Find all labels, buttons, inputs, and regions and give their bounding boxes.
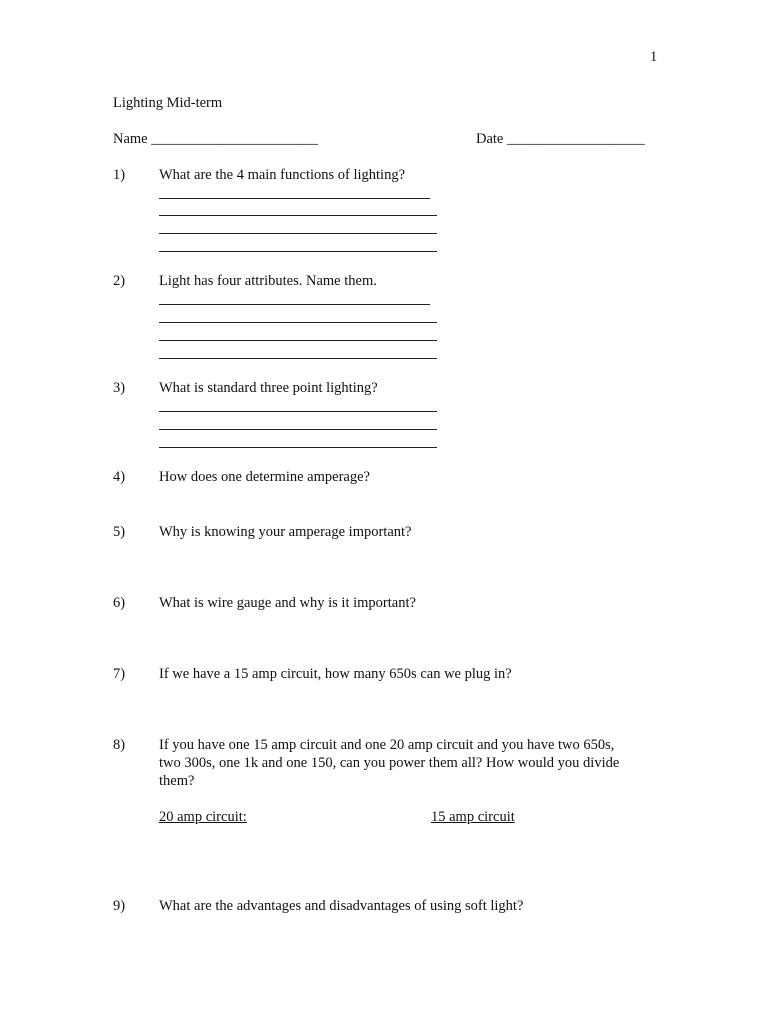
document-title: Lighting Mid-term [113, 95, 223, 111]
page-number: 1 [650, 49, 658, 65]
question-text-line-1: If you have one 15 amp circuit and one 20 amp circuit and you have two 650s, [159, 737, 615, 753]
date-field: Date ___________________ [476, 131, 645, 147]
fifteen-amp-circuit-label: 15 amp circuit [431, 809, 515, 825]
question-number: 4) [113, 469, 126, 485]
question-text: What are the 4 main functions of lighting? [159, 167, 406, 183]
name-field: Name _______________________ [113, 131, 318, 147]
answer-line [159, 233, 437, 234]
answer-line [159, 447, 437, 448]
twenty-amp-circuit-label: 20 amp circuit: [159, 809, 247, 825]
question-text: If we have a 15 amp circuit, how many 650s can we plug in? [159, 666, 512, 682]
question-number: 7) [113, 666, 126, 682]
answer-line [159, 198, 430, 199]
question-number: 2) [113, 273, 126, 289]
question-number: 5) [113, 524, 126, 540]
question-text: How does one determine amperage? [159, 469, 370, 485]
answer-line [159, 358, 437, 359]
question-text: Light has four attributes. Name them. [159, 273, 377, 289]
question-text: What are the advantages and disadvantages of using soft light? [159, 898, 524, 914]
question-text: Why is knowing your amperage important? [159, 524, 412, 540]
question-text-line-3: them? [159, 773, 195, 789]
answer-line [159, 429, 437, 430]
question-number: 3) [113, 380, 126, 396]
question-number: 1) [113, 167, 126, 183]
question-number: 9) [113, 898, 126, 914]
answer-line [159, 340, 437, 341]
question-number: 6) [113, 595, 126, 611]
answer-line [159, 215, 437, 216]
question-text: What is standard three point lighting? [159, 380, 378, 396]
answer-line [159, 304, 430, 305]
question-text-line-2: two 300s, one 1k and one 150, can you power them all? How would you divide [159, 755, 620, 771]
answer-line [159, 411, 437, 412]
question-number: 8) [113, 737, 126, 753]
answer-line [159, 322, 437, 323]
answer-line [159, 251, 437, 252]
question-text: What is wire gauge and why is it important? [159, 595, 416, 611]
